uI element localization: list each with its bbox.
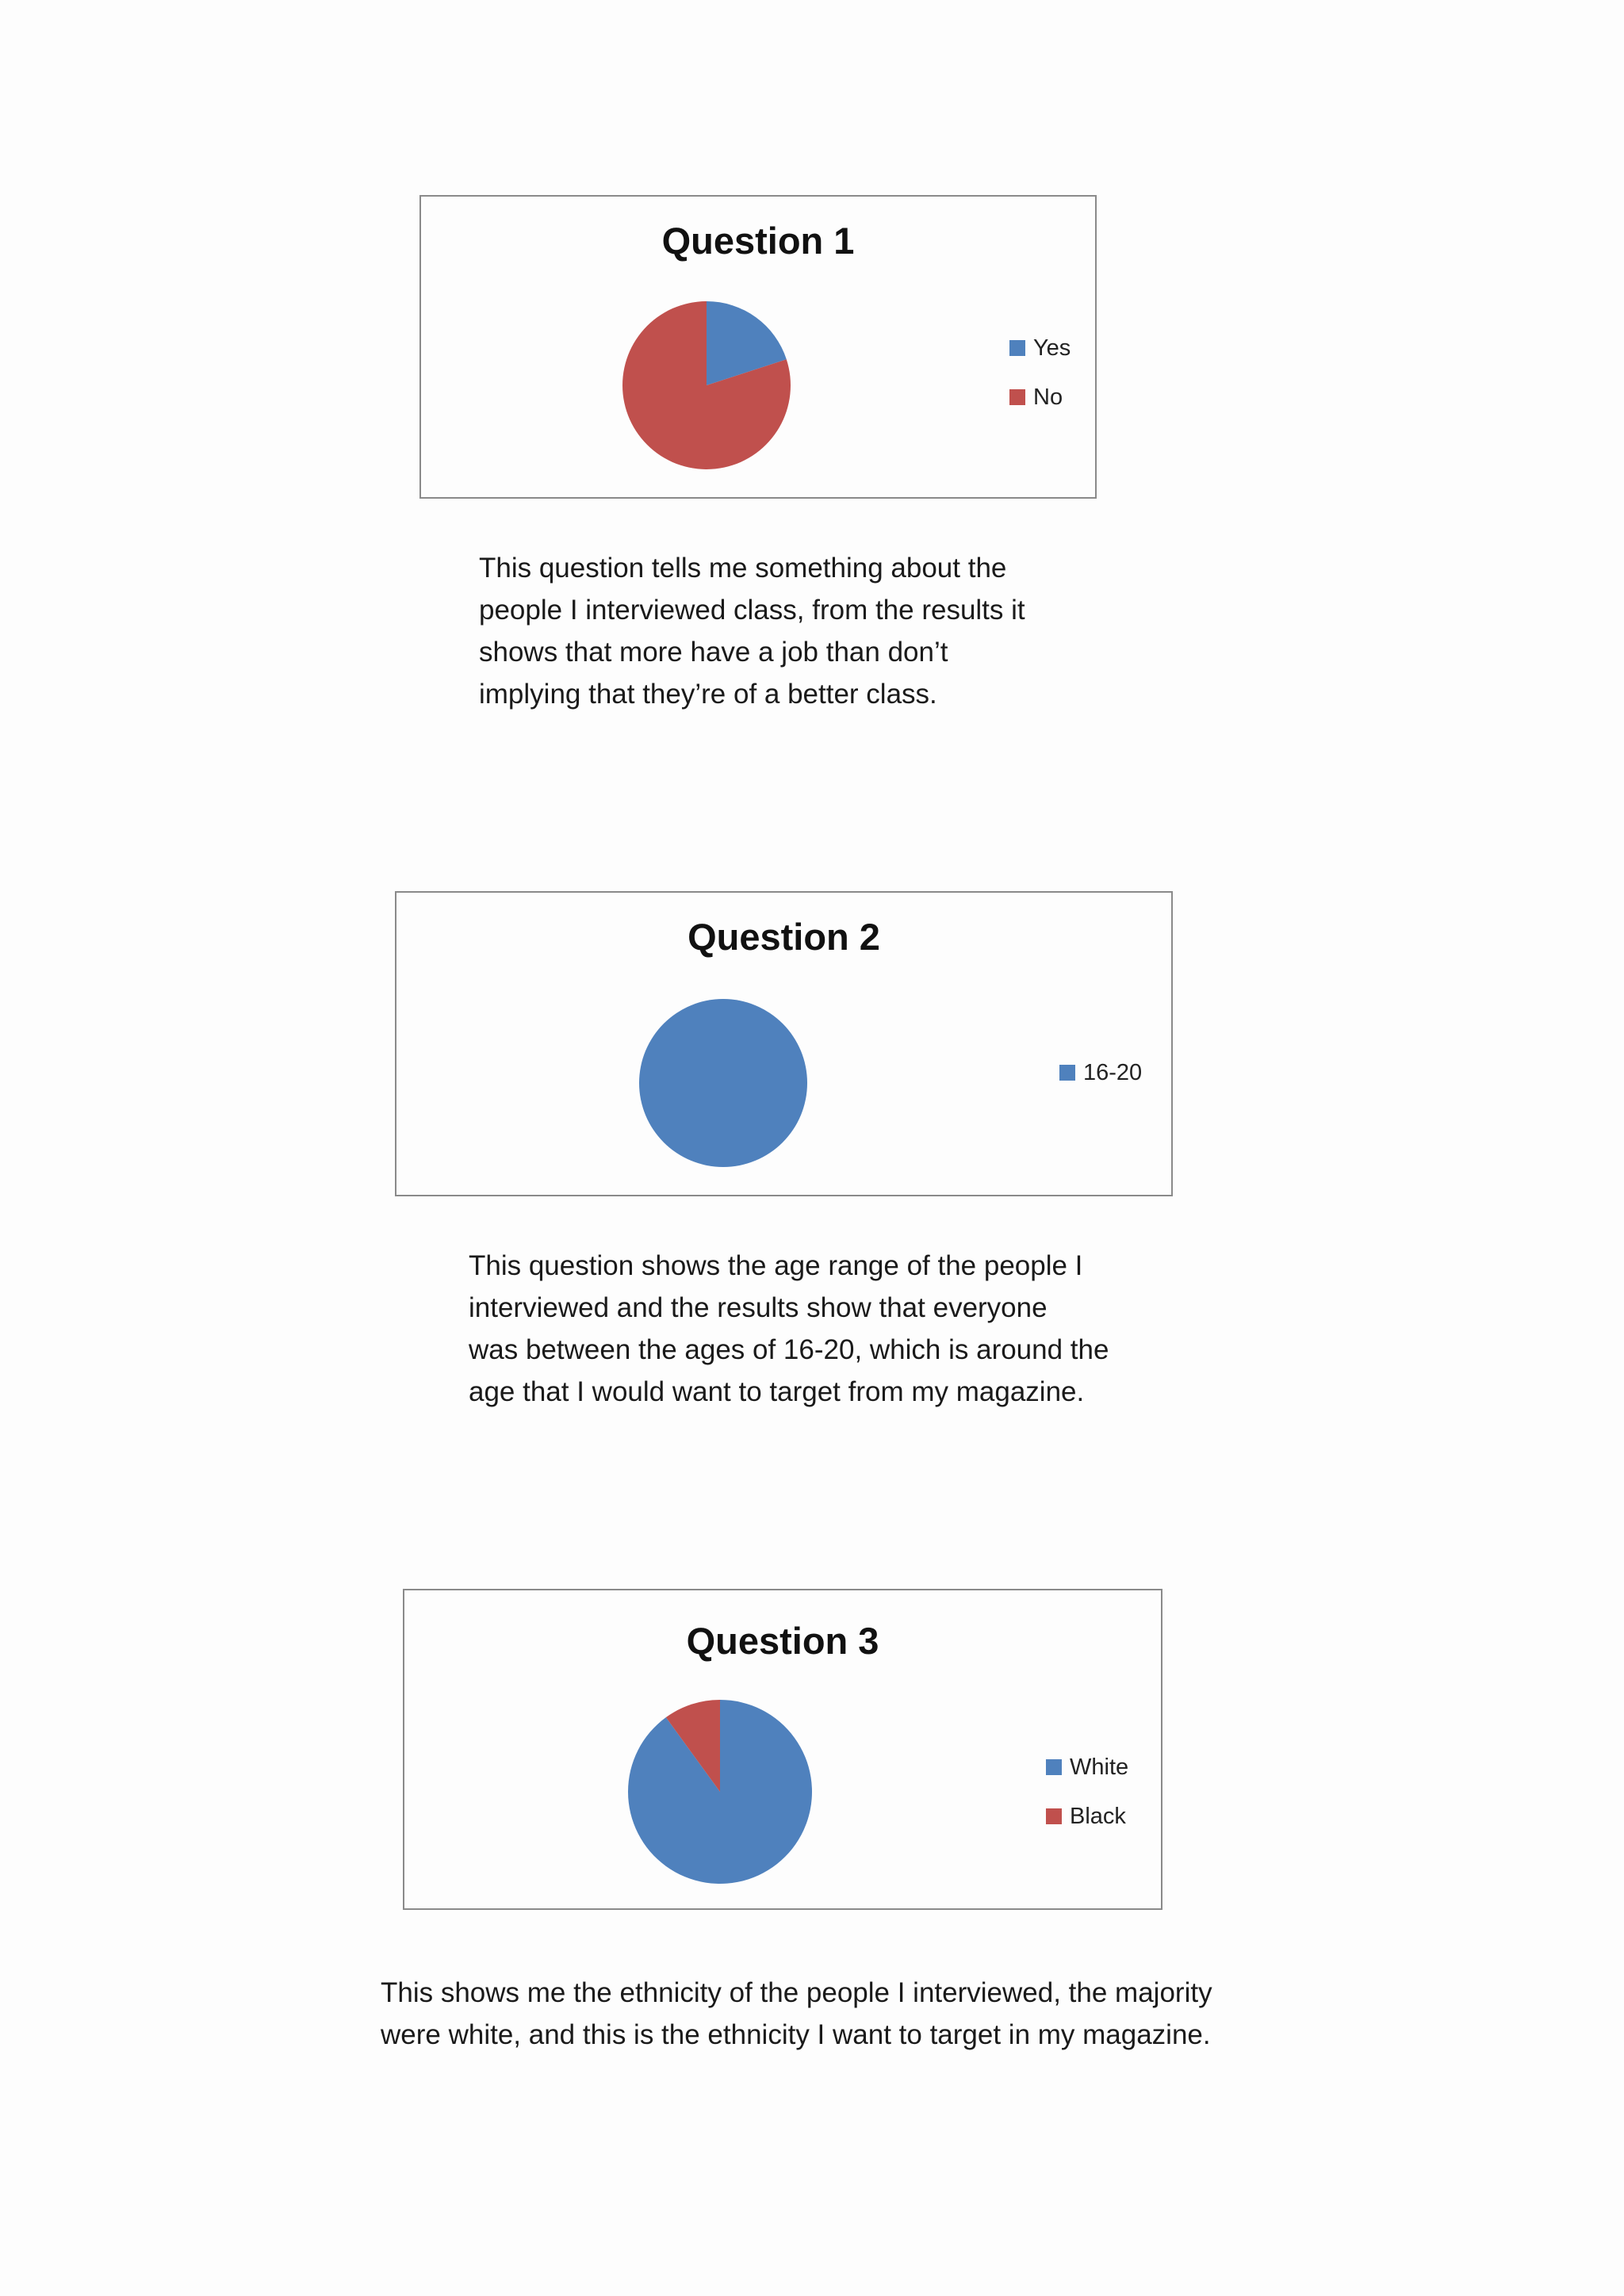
legend — [1059, 1048, 1142, 1097]
legend-item-black — [1046, 1792, 1128, 1841]
pie-slice-16-20 — [639, 999, 807, 1167]
legend — [1046, 1743, 1128, 1841]
pie-chart — [636, 996, 810, 1170]
legend-swatch-white — [1046, 1759, 1062, 1775]
legend-item-yes — [1009, 323, 1071, 373]
legend-label: 16-20 — [1083, 1059, 1143, 1085]
caption-line: was between the ages of 16-20, which is around the — [469, 1334, 1109, 1365]
chart-title: Question 3 — [686, 1620, 879, 1662]
pie-chart — [625, 1697, 815, 1887]
chart-title: Question 2 — [688, 916, 880, 958]
caption-line: This question tells me something about the — [479, 553, 1007, 584]
legend-swatch-yes — [1009, 340, 1025, 356]
legend-item-white — [1046, 1743, 1128, 1792]
caption-question-2 — [469, 1245, 1109, 1413]
caption-line: interviewed and the results show that everyone — [469, 1292, 1048, 1323]
caption-question-3 — [381, 1972, 1212, 2056]
legend-swatch-no — [1009, 389, 1025, 405]
chart-title: Question 1 — [661, 220, 855, 262]
legend-label: White — [1070, 1754, 1129, 1780]
caption-line: shows that more have a job than don’t — [479, 637, 948, 668]
legend-item-no — [1009, 373, 1071, 422]
caption-question-1 — [479, 547, 1025, 715]
chart-question-1 — [419, 195, 1097, 499]
legend — [1009, 323, 1071, 422]
legend-label: Black — [1070, 1803, 1126, 1829]
legend-swatch-16-20 — [1059, 1065, 1075, 1081]
legend-item-16-20 — [1059, 1048, 1142, 1097]
pie-chart — [619, 298, 794, 473]
legend-swatch-black — [1046, 1808, 1062, 1824]
chart-question-3 — [403, 1589, 1162, 1910]
caption-line: people I interviewed class, from the results it — [479, 595, 1025, 626]
legend-label: No — [1033, 384, 1063, 410]
legend-label: Yes — [1033, 335, 1071, 361]
caption-line: were white, and this is the ethnicity I want to target in my magazine. — [381, 2019, 1211, 2050]
caption-line: age that I would want to target from my magazine. — [469, 1376, 1085, 1407]
caption-line: This question shows the age range of the people I — [469, 1250, 1083, 1281]
chart-question-2 — [395, 891, 1173, 1196]
caption-line: This shows me the ethnicity of the people I interviewed, the majority — [381, 1977, 1212, 2008]
caption-line: implying that they’re of a better class. — [479, 679, 937, 710]
